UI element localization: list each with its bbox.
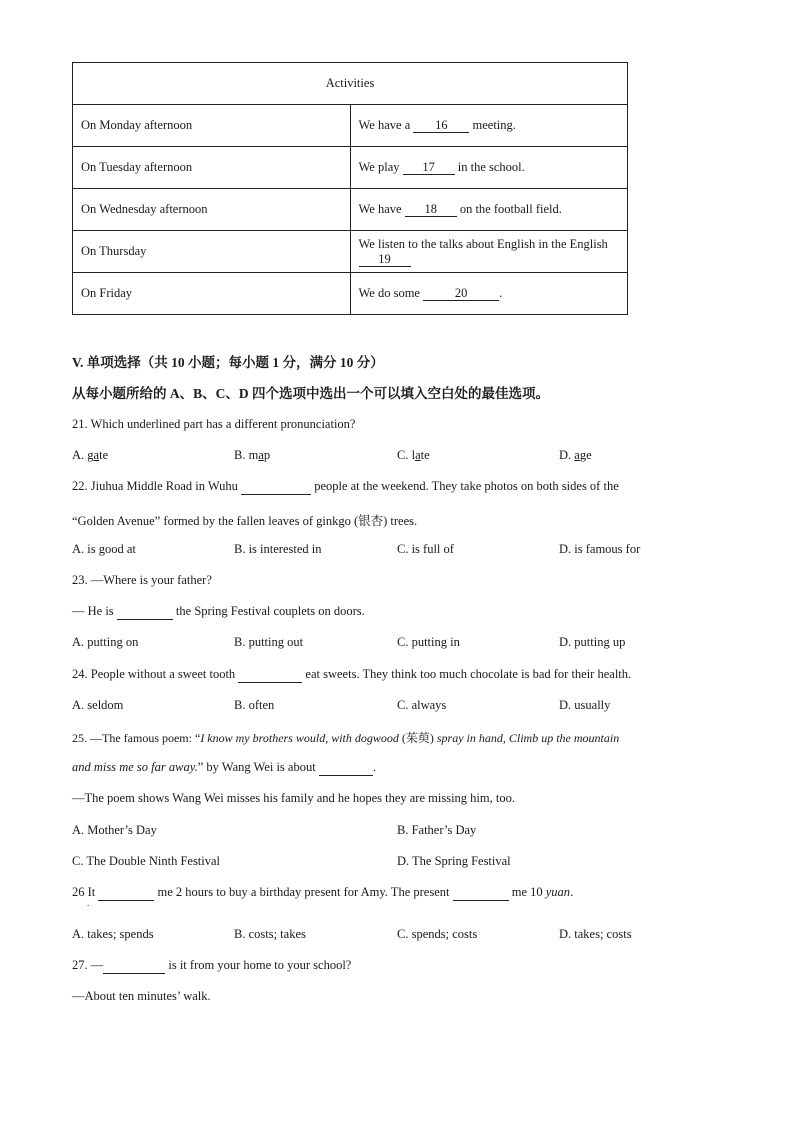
poem-text: I know my brothers would, with dogwood (200, 731, 399, 745)
activity-text: . (499, 286, 503, 300)
activities-table (72, 62, 628, 315)
stem-text: me 10 (508, 885, 546, 899)
option-24-b: B. often (234, 698, 275, 712)
stem-text: 22. Jiuhua Middle Road in Wuhu (72, 479, 242, 493)
option-text: D. (559, 448, 575, 462)
option-text: B. m (234, 448, 259, 462)
option-text: te (99, 448, 109, 462)
option-26-a: A. takes; spends (72, 927, 154, 941)
option-21-c (397, 448, 430, 463)
answer-blank (103, 958, 165, 974)
activity-cell (350, 147, 628, 189)
answer-blank (98, 885, 154, 901)
option-23-d: D. putting up (559, 635, 626, 649)
option-25-b: B. Father’s Day (397, 823, 477, 837)
table-row (73, 147, 628, 189)
option-23-b: B. putting out (234, 635, 304, 649)
option-text: ge (579, 448, 592, 462)
activity-cell (350, 231, 628, 273)
day-cell: On Thursday (73, 231, 351, 273)
option-25-c: C. The Double Ninth Festival (72, 854, 221, 868)
section-title: V. 单项选择（共 10 小题；每小题 1 分，满分 10 分） (72, 355, 384, 370)
blank-17: 17 (403, 161, 455, 175)
option-text: te (420, 448, 430, 462)
answer-blank (241, 479, 311, 495)
option-26-d: D. takes; costs (559, 927, 632, 941)
option-23-c: C. putting in (397, 635, 460, 649)
activity-text: meeting. (469, 118, 516, 132)
stem-text: . (570, 885, 574, 899)
activity-text: in the school. (454, 160, 525, 174)
stem-text: — He is (72, 604, 117, 618)
poem-text: spray in hand, Climb up the mountain (436, 731, 620, 745)
stem-text: (茱萸) (398, 731, 437, 745)
stem-text: the Spring Festival couplets on doors. (172, 604, 365, 618)
stem-text: ” by Wang Wei is about (197, 760, 319, 774)
day-cell: On Friday (73, 273, 351, 315)
answer-blank (238, 667, 302, 683)
option-21-d (559, 448, 592, 463)
question-23-stem-cont (72, 604, 365, 620)
section-instruction: 从每小题所给的 A、B、C、D 四个选项中选出一个可以填入空白处的最佳选项。 (72, 386, 550, 401)
question-25-reply: —The poem shows Wang Wei misses his family and he hopes they are missing him, too. (72, 791, 515, 805)
blank-19: 19 (359, 253, 411, 267)
option-25-d: D. The Spring Festival (397, 854, 511, 868)
question-24-stem (72, 667, 631, 683)
question-22-stem-cont: “Golden Avenue” formed by the fallen leaves of ginkgo (银杏) trees. (72, 514, 418, 528)
answer-blank (117, 604, 173, 620)
question-23-stem: 23. —Where is your father? (72, 573, 212, 587)
underlined-letter: a (258, 448, 264, 462)
table-row (73, 273, 628, 315)
poem-text: and miss me so far away. (72, 760, 198, 774)
option-25-a: A. Mother’s Day (72, 823, 157, 837)
stem-text: eat sweets. They think too much chocolate is bad for their health. (302, 667, 632, 681)
option-22-a: A. is good at (72, 542, 136, 556)
option-24-a: A. seldom (72, 698, 124, 712)
underlined-letter: a (415, 448, 421, 462)
activity-text: We have (358, 202, 405, 216)
activity-text: We have a (358, 118, 414, 132)
option-22-b: B. is interested in (234, 542, 322, 556)
blank-20: 20 (423, 287, 499, 301)
option-22-d: D. is famous for (559, 542, 641, 556)
day-cell: On Monday afternoon (73, 105, 351, 147)
question-number: 26 (72, 885, 85, 899)
option-26-b: B. costs; takes (234, 927, 306, 941)
activity-text: on the football field. (456, 202, 562, 216)
answer-blank (453, 885, 509, 901)
stem-text: 25. —The famous poem: “ (72, 731, 201, 745)
question-25-stem-cont (72, 760, 376, 776)
option-text: C. l (397, 448, 416, 462)
table-row (73, 105, 628, 147)
activity-cell (350, 189, 628, 231)
stem-text: people at the weekend. They take photos on both sides of the (311, 479, 619, 493)
question-26-dot: . (87, 898, 90, 908)
option-21-b (234, 448, 270, 463)
blank-18: 18 (405, 203, 457, 217)
day-cell: On Wednesday afternoon (73, 189, 351, 231)
option-text: p (263, 448, 271, 462)
table-row (73, 189, 628, 231)
question-27-stem (72, 958, 351, 974)
day-cell: On Tuesday afternoon (73, 147, 351, 189)
question-27-reply: —About ten minutes’ walk. (72, 989, 211, 1003)
question-25-stem (72, 729, 619, 746)
stem-text: 27. — (72, 958, 104, 972)
option-23-a: A. putting on (72, 635, 139, 649)
option-24-d: D. usually (559, 698, 611, 712)
option-22-c: C. is full of (397, 542, 454, 556)
activity-text: We listen to the talks about English in the English (358, 236, 608, 251)
option-text: A. g (72, 448, 94, 462)
question-26-stem (72, 885, 573, 901)
activity-cell (350, 273, 628, 315)
currency-text: yuan (545, 885, 571, 899)
question-22-stem (72, 479, 619, 495)
underlined-letter: a (574, 448, 580, 462)
underlined-letter: a (93, 448, 100, 462)
question-21-stem: 21. Which underlined part has a different pronunciation? (72, 417, 356, 431)
activity-text: We do some (358, 286, 424, 300)
option-24-c: C. always (397, 698, 447, 712)
table-header: Activities (73, 63, 628, 105)
answer-blank (319, 760, 373, 776)
stem-text: It (84, 885, 99, 899)
activity-cell (350, 105, 628, 147)
stem-text: is it from your home to your school? (165, 958, 352, 972)
table-header-row (73, 63, 628, 105)
blank-16: 16 (413, 119, 469, 133)
stem-text: . (372, 760, 376, 774)
table-row (73, 231, 628, 273)
option-26-c: C. spends; costs (397, 927, 478, 941)
activity-text: We play (358, 160, 403, 174)
option-21-a (72, 448, 108, 463)
stem-text: me 2 hours to buy a birthday present for Amy. The present (154, 885, 453, 899)
stem-text: 24. People without a sweet tooth (72, 667, 239, 681)
